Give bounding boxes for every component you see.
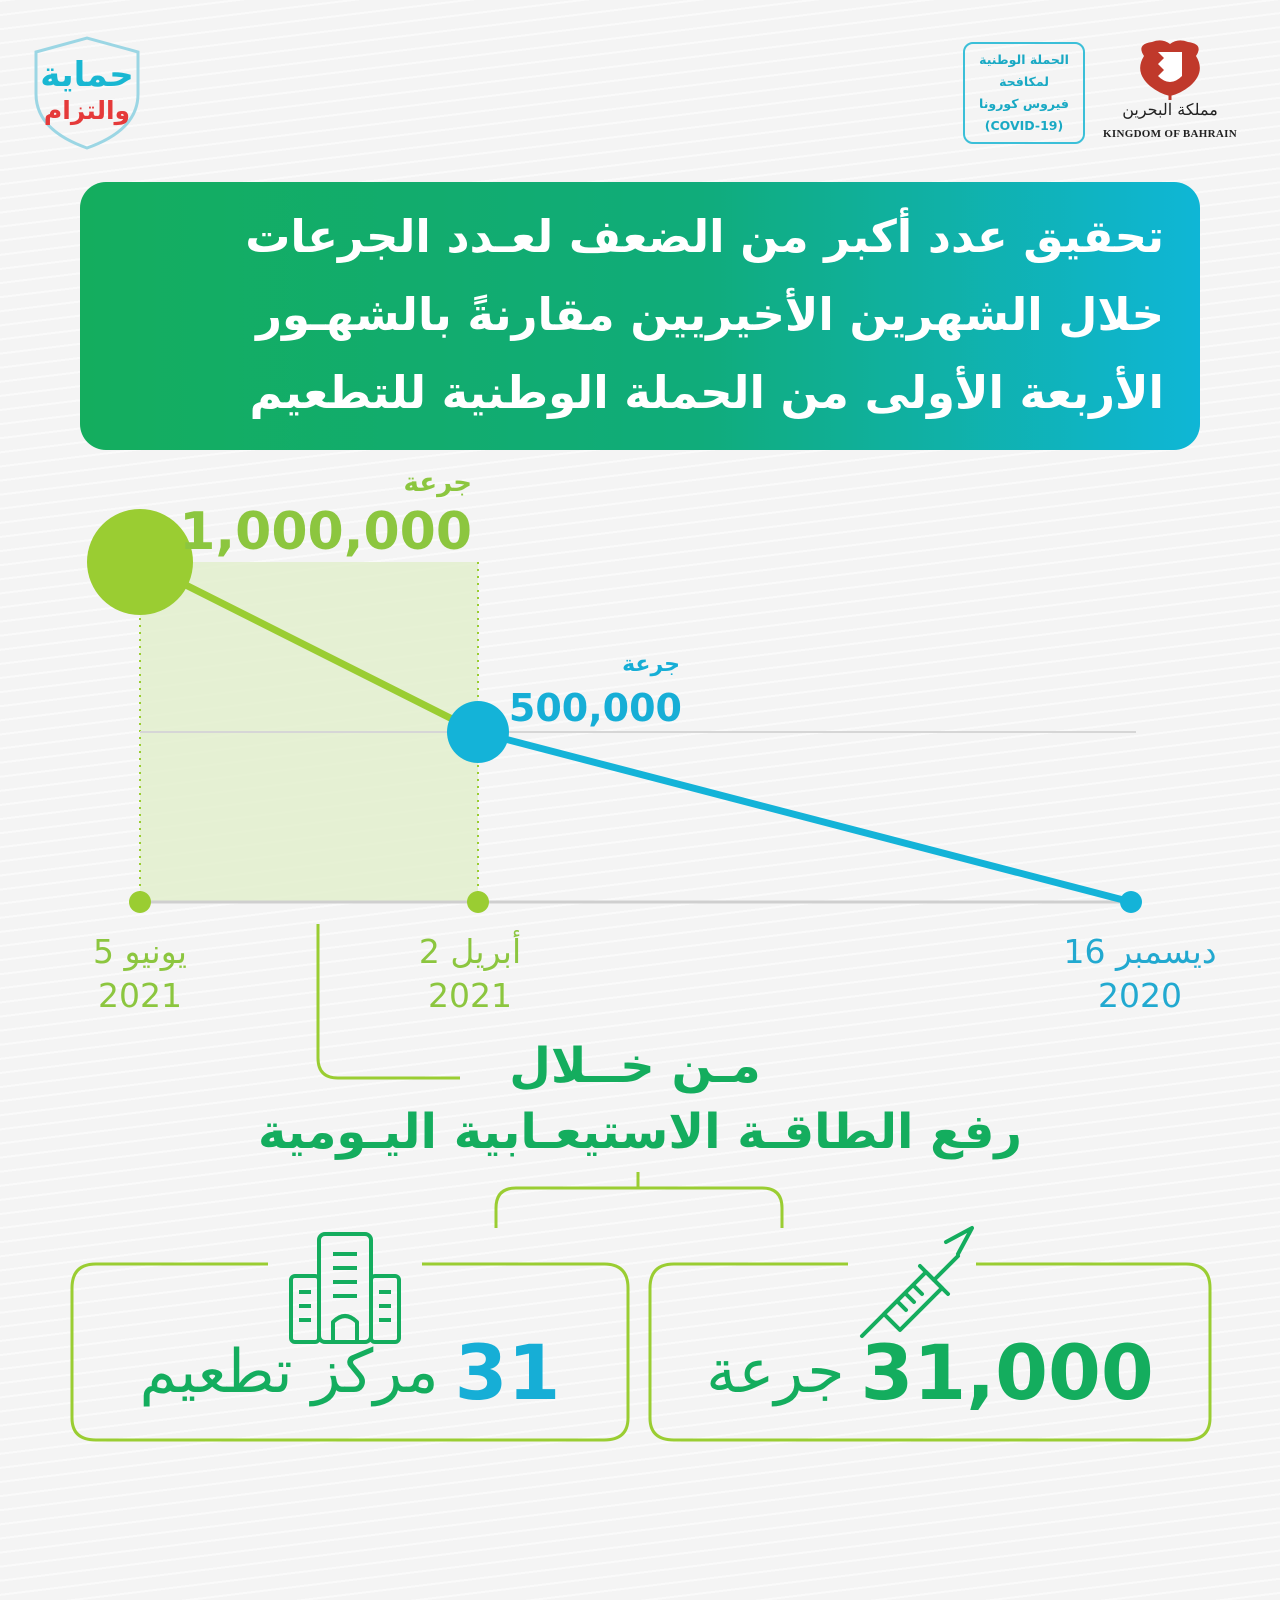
headline-line: الأربعة الأولى من الحملة الوطنية للتطعيم	[249, 366, 1164, 419]
value-label-1m: 1,000,000	[179, 502, 472, 562]
doses-number: 31,000	[860, 1327, 1154, 1417]
headline-line: خلال الشهرين الأخيريين مقارنةً بالشهـور	[256, 288, 1164, 341]
via-label: مـن خــلال	[509, 1038, 761, 1094]
x-tick-label-december	[1040, 930, 1240, 1018]
campaign-logo	[963, 42, 1085, 144]
campaign-logo-line: الحملة الوطنية	[979, 52, 1069, 67]
himaya-logo	[26, 34, 148, 152]
centers-stat	[90, 1322, 610, 1422]
value-label-500k: 500,000	[508, 686, 682, 730]
headline-banner	[80, 182, 1200, 450]
headline-line: تحقيق عدد أكبر من الضعف لعـدد الجرعات	[245, 210, 1164, 263]
value-label-unit: جرعة	[622, 652, 680, 677]
capacity-label: رفع الطاقـة الاستيعـابية اليـومية	[257, 1104, 1022, 1160]
doses-stat	[670, 1322, 1190, 1422]
himaya-logo-line2: والتزام	[43, 96, 131, 125]
centers-unit: مركز تطعيم	[139, 1337, 439, 1407]
campaign-logo-line: فيروس كورونا	[979, 96, 1069, 111]
campaign-logo-line: (COVID-19)	[984, 118, 1064, 133]
x-tick-dot	[467, 891, 489, 913]
campaign-logo-line: لمكافحة	[999, 74, 1049, 89]
doses-unit: جرعة	[706, 1337, 845, 1407]
x-tick-date: 5 يونيو	[93, 932, 187, 971]
centers-number: 31	[454, 1327, 561, 1417]
x-tick-dot	[129, 891, 151, 913]
x-tick-year: 2021	[428, 976, 512, 1015]
bahrain-logo-arabic: مملكة البحرين	[1122, 100, 1218, 119]
bahrain-emblem-icon	[1096, 36, 1244, 100]
connector-bracket	[496, 1172, 782, 1228]
bahrain-logo-english: KINGDOM OF BAHRAIN	[1103, 128, 1237, 140]
x-tick-date: 16 ديسمبر	[1063, 932, 1217, 971]
bahrain-logo	[1096, 36, 1244, 146]
himaya-logo-line1: حماية	[40, 55, 134, 95]
doses-stat-card	[648, 1262, 1212, 1442]
centers-stat-card	[70, 1262, 630, 1442]
value-label-unit: جرعة	[403, 468, 472, 498]
x-tick-year: 2021	[98, 976, 182, 1015]
x-tick-label-june	[70, 930, 210, 1018]
x-tick-label-april	[400, 930, 540, 1018]
x-tick-year: 2020	[1098, 976, 1182, 1015]
series-segment-dec-apr	[478, 732, 1131, 902]
x-tick-date: 2 أبريل	[418, 932, 522, 971]
x-tick-dot	[1120, 891, 1142, 913]
